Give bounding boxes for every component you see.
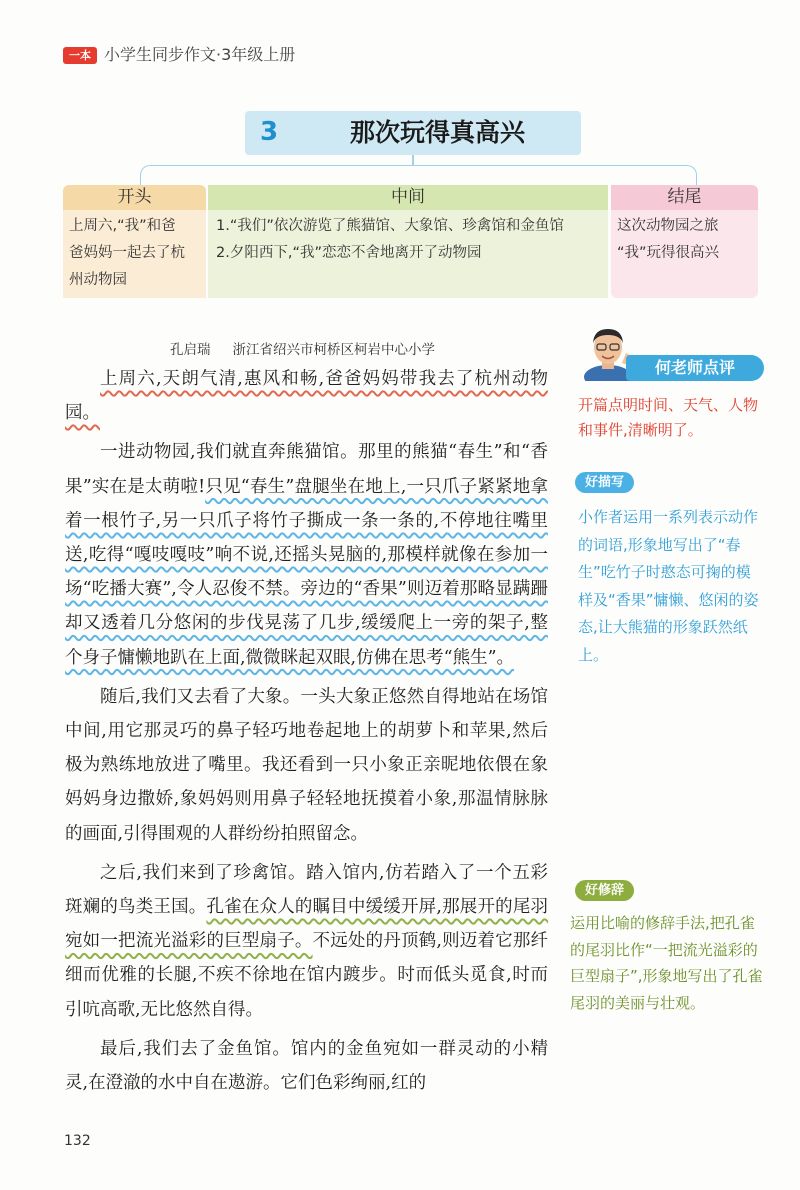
banner-stem <box>412 155 414 165</box>
essay-text: 不远处的丹顶鹤,则迈着它那纤细而优雅的长腿,不疾不徐地在馆内踱步。时而低头觅食,时而引吭高歌,无比悠然自得。 <box>65 931 549 1020</box>
essay-text: 一进动物园,我们就直奔熊猫馆。那里的熊猫“春生”和“香果”实在是太萌啦! <box>65 442 548 497</box>
tag-good-description: 好描写 <box>575 472 634 493</box>
essay-paragraph <box>65 362 548 430</box>
author-line <box>170 341 435 359</box>
outline-start-line: 上周六,“我”和爸 <box>69 218 176 234</box>
outline-end <box>611 185 758 298</box>
series-title: 小学生同步作文·3年级上册 <box>104 45 296 64</box>
outline-end-head: 结尾 <box>611 185 758 210</box>
essay-body <box>65 362 548 1105</box>
chapter-number: 3 <box>260 117 279 147</box>
outline-start-head: 开头 <box>63 185 206 210</box>
page-number: 132 <box>64 1133 91 1149</box>
comment-rhetoric: 运用比喻的修辞手法,把孔雀的尾羽比作“一把流光溢彩的巨型扇子”,形象地写出了孔雀尾羽的美丽与壮观。 <box>570 914 763 1012</box>
outline-middle-body <box>208 210 608 298</box>
author-name: 孔启瑞 <box>170 342 211 358</box>
chapter-title: 那次玩得真高兴 <box>350 118 526 147</box>
outline-middle-head: 中间 <box>208 185 608 210</box>
outline-end-line: “我”玩得很高兴 <box>617 245 720 261</box>
outline-middle <box>208 185 608 298</box>
highlight-opening: 上周六,天朗气清,惠风和畅,爸爸妈妈带我去了杭州动物园。 <box>65 369 548 424</box>
outline-middle-line: 2.夕阳西下,“我”恋恋不舍地离开了动物园 <box>216 245 482 261</box>
outline-start <box>63 185 206 298</box>
essay-paragraph: 最后,我们去了金鱼馆。馆内的金鱼宛如一群灵动的小精灵,在澄澈的水中自在遨游。它们色彩绚丽,红的 <box>65 1038 548 1094</box>
comment-opening: 开篇点明时间、天气、人物和事件,清晰明了。 <box>578 396 759 439</box>
essay-paragraph <box>65 856 548 1027</box>
essay-paragraph <box>65 435 548 674</box>
comment-description: 小作者运用一系列表示动作的词语,形象地写出了“春生”吃竹子时憨态可掬的模样及“香果”慵懒、悠闲的姿态,让大熊猫的形象跃然纸上。 <box>578 508 759 664</box>
outline-start-line: 州动物园 <box>69 272 127 288</box>
outline-end-line: 这次动物园之旅 <box>617 218 719 234</box>
essay-paragraph: 随后,我们又去看了大象。一头大象正悠然自得地站在场馆中间,用它那灵巧的鼻子轻巧地卷起地上的胡萝卜和苹果,然后极为熟练地放进了嘴里。我还看到一只小象正亲昵地依偎在象妈妈身边撒娇,象妈妈则用鼻子轻轻地抚摸着小象,那温情脉脉的画面,引得围观的人群纷纷拍照留念。 <box>65 686 548 844</box>
series-badge: 一本 <box>63 47 97 64</box>
highlight-description: 只见“春生”盘腿坐在地上,一只爪子紧紧地拿着一根竹子,另一只爪子将竹子撕成一条一条的,不停地往嘴里送,吃得“嘎吱嘎吱”响不说,还摇头晃脑的,那模样就像在参加一场“吃播大赛”,令人忍俊不禁。旁边的“香果”则迈着那略显蹒跚却又透着几分悠闲的步伐晃荡了几步,缓缓爬上一旁的架子,整个身子慵懒地趴在上面,微微眯起双眼,仿佛在思考“熊生”。 <box>65 476 548 668</box>
outline-start-body <box>63 210 206 298</box>
outline-middle-line: 1.“我们”依次游览了熊猫馆、大象馆、珍禽馆和金鱼馆 <box>216 218 564 234</box>
outline-connector <box>140 165 697 186</box>
tag-good-rhetoric: 好修辞 <box>575 880 634 901</box>
outline-end-body <box>611 210 758 298</box>
author-school: 浙江省绍兴市柯桥区柯岩中心小学 <box>232 342 435 358</box>
outline-start-line: 爸妈妈一起去了杭 <box>69 245 185 261</box>
essay-text: 之后,我们来到了珍禽馆。踏入馆内,仿若踏入了一个五彩斑斓的鸟类王国。 <box>65 862 548 918</box>
teacher-comment-label: 何老师点评 <box>626 355 764 381</box>
highlight-rhetoric: 孔雀在众人的瞩目中缓缓开屏,那展开的尾羽宛如一把流光溢彩的巨型扇子。 <box>65 897 549 952</box>
